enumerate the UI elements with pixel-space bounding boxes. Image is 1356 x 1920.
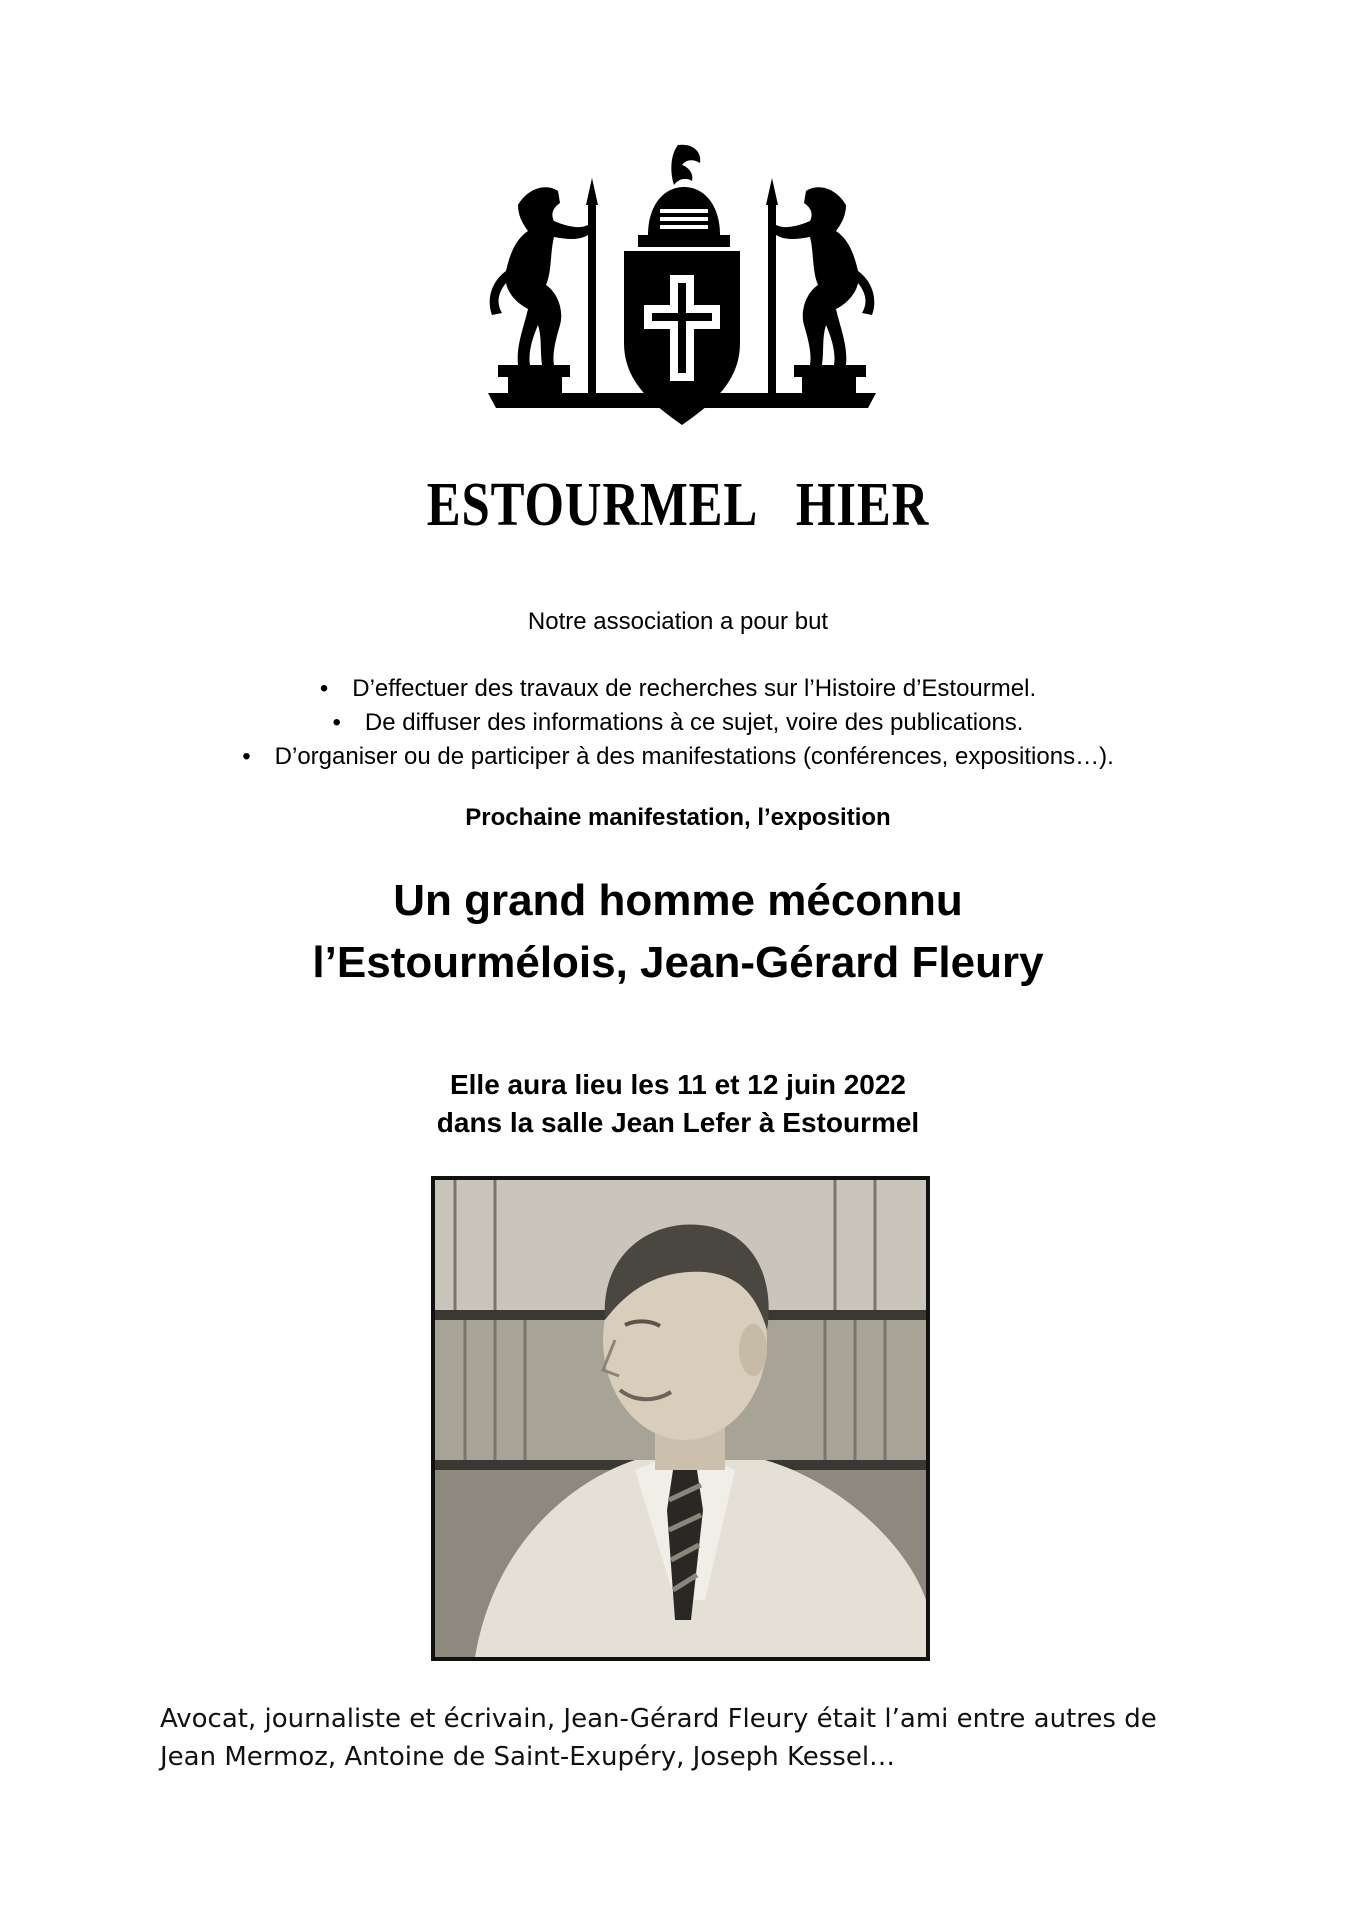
association-intro: Notre association a pour but (527, 608, 829, 635)
event-details (0, 1066, 1356, 1142)
event-date: Elle aura lieu les 11 et 12 juin 2022 (449, 1069, 907, 1100)
goal-item: • D’effectuer des travaux de recherches sur l’Histoire d’Estourmel. (0, 672, 1356, 706)
caption-line-1: Avocat, journaliste et écrivain, Jean-Gérard Fleury était l’ami entre autres de (160, 1704, 1157, 1734)
photo-caption (160, 1700, 1200, 1776)
event-location: dans la salle Jean Lefer à Estourmel (436, 1107, 920, 1138)
exhibition-title (0, 870, 1356, 994)
coat-of-arms-logo (488, 143, 876, 435)
goal-item: • D’organiser ou de participer à des manifestations (conférences, expositions…). (0, 740, 1356, 774)
association-title: ESTOURMEL HIER (426, 471, 930, 539)
next-event-label: Prochaine manifestation, l’exposition (465, 804, 891, 831)
portrait-photo (431, 1176, 930, 1661)
goals-list (0, 672, 1356, 774)
exhibition-title-line-2: l’Estourmélois, Jean-Gérard Fleury (312, 938, 1044, 987)
caption-line-2: Jean Mermoz, Antoine de Saint-Exupéry, Joseph Kessel… (160, 1742, 896, 1772)
goal-item: • De diffuser des informations à ce sujet, voire des publications. (0, 706, 1356, 740)
exhibition-title-line-1: Un grand homme méconnu (393, 876, 963, 925)
